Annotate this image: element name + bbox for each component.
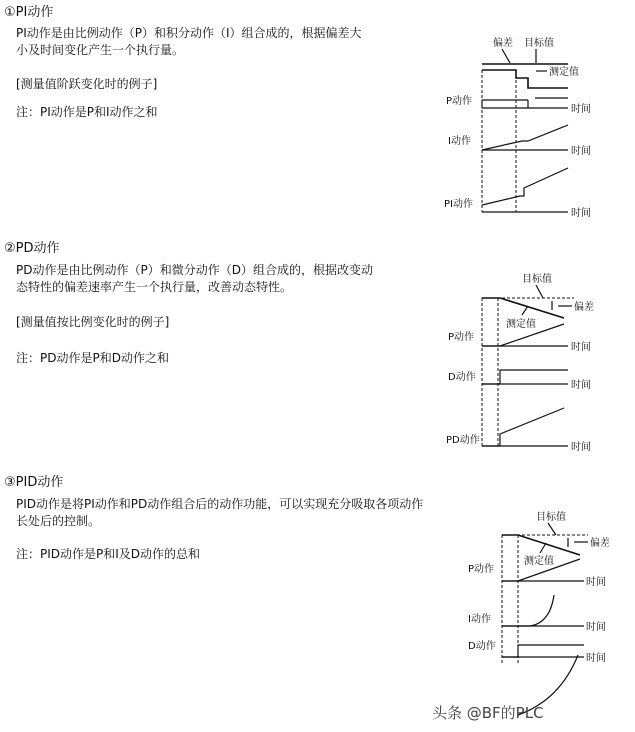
section-1-desc-line-1: PI动作是由比例动作（P）和积分动作（I）组合成的，根据偏差大: [16, 26, 362, 40]
pi-label-deviation: 偏差: [493, 38, 513, 49]
pid-label-deviation: 偏差: [590, 538, 610, 549]
pid-row-p-label: P动作: [468, 564, 495, 575]
pid-action-diagram: [460, 505, 630, 730]
pd-label-deviation: 偏差: [574, 302, 594, 313]
pd-label-measured: 测定值: [506, 319, 536, 330]
pid-row-d-time: 时间: [586, 653, 606, 664]
pi-row-i-time: 时间: [571, 146, 591, 157]
section-2-desc-line-1: PD动作是由比例动作（P）和微分动作（D）组合成的，根据改变动: [16, 263, 373, 277]
section-3-note: 注：PID动作是P和I及D动作的总和: [16, 547, 201, 561]
section-1-example: [测量值阶跃变化时的例子]: [16, 77, 158, 91]
section-1-desc-line-2: 小及时间变化产生一个执行量。: [16, 43, 185, 57]
pd-row-pd-time: 时间: [571, 442, 591, 453]
pid-label-measured: 测定值: [524, 556, 554, 567]
section-2-title: ②PD动作: [4, 241, 60, 256]
pid-label-target: 目标值: [536, 512, 566, 523]
section-2-example: [测量值按比例变化时的例子]: [16, 315, 170, 329]
section-3-title: ③PID动作: [4, 475, 64, 490]
pi-label-measured: 测定值: [549, 67, 579, 78]
pid-row-d-label: D动作: [468, 641, 496, 652]
pi-row-pi-time: 时间: [571, 208, 591, 219]
pd-row-d-time: 时间: [571, 380, 591, 391]
pi-row-pi-label: PI动作: [444, 199, 473, 210]
pi-row-p-label: P动作: [446, 96, 473, 107]
pi-action-diagram: [440, 30, 625, 225]
pd-label-target: 目标值: [522, 274, 552, 285]
pd-row-d-label: D动作: [448, 372, 476, 383]
pi-row-i-label: I动作: [448, 136, 471, 147]
pd-row-p-label: P动作: [448, 332, 475, 343]
section-2-note: 注：PD动作是P和D动作之和: [16, 351, 169, 365]
section-1-title: ①PI动作: [4, 5, 54, 20]
section-2-desc-line-2: 态特性的偏差速率产生一个执行量，改善动态特性。: [16, 280, 293, 294]
section-3-desc-line-1: PID动作是将PI动作和PD动作组合后的动作功能，可以实现充分吸取各项动作: [16, 497, 424, 511]
pi-row-p-time: 时间: [571, 104, 591, 115]
section-1-note: 注：PI动作是P和I动作之和: [16, 105, 158, 119]
pid-row-i-label: I动作: [468, 614, 491, 625]
pid-row-p-time: 时间: [586, 577, 606, 588]
pd-action-diagram: [440, 268, 625, 463]
section-3-desc-line-2: 长处后的控制。: [16, 514, 101, 528]
pid-row-i-time: 时间: [586, 622, 606, 633]
pi-label-target: 目标值: [524, 38, 554, 49]
watermark-text: 头条 @BF的PLC: [432, 704, 544, 722]
pd-row-pd-label: PD动作: [446, 435, 480, 446]
pd-row-p-time: 时间: [571, 342, 591, 353]
